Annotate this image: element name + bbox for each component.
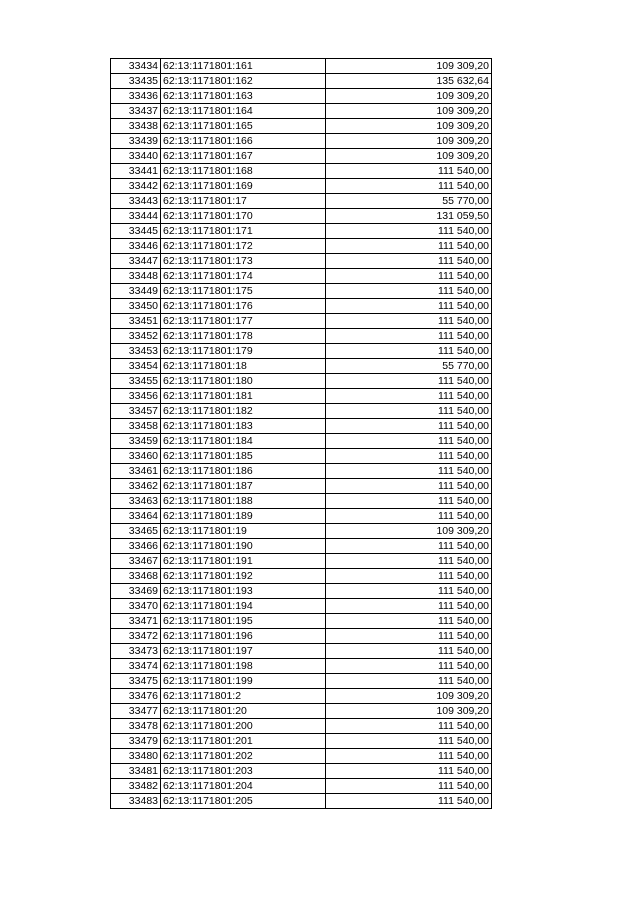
table-row [111,434,492,449]
value-cell: 111 540,00 [326,419,492,434]
row-number-cell: 33471 [111,614,161,629]
cadastral-number-cell: 62:13:1171801:18 [161,359,326,374]
value-cell: 111 540,00 [326,554,492,569]
value-cell: 111 540,00 [326,239,492,254]
row-number-cell: 33437 [111,104,161,119]
table-row [111,149,492,164]
value-cell: 109 309,20 [326,704,492,719]
cadastral-value-table [110,58,492,809]
cadastral-number-cell: 62:13:1171801:169 [161,179,326,194]
cadastral-number-cell: 62:13:1171801:193 [161,584,326,599]
table-row [111,779,492,794]
row-number-cell: 33446 [111,239,161,254]
table-row [111,284,492,299]
cadastral-number-cell: 62:13:1171801:201 [161,734,326,749]
value-cell: 111 540,00 [326,539,492,554]
table-row [111,569,492,584]
value-cell: 111 540,00 [326,764,492,779]
row-number-cell: 33460 [111,449,161,464]
row-number-cell: 33451 [111,314,161,329]
table-row [111,89,492,104]
cadastral-number-cell: 62:13:1171801:182 [161,404,326,419]
row-number-cell: 33481 [111,764,161,779]
value-cell: 55 770,00 [326,194,492,209]
value-cell: 111 540,00 [326,494,492,509]
cadastral-number-cell: 62:13:1171801:203 [161,764,326,779]
cadastral-number-cell: 62:13:1171801:164 [161,104,326,119]
cadastral-number-cell: 62:13:1171801:186 [161,464,326,479]
value-cell: 111 540,00 [326,734,492,749]
cadastral-number-cell: 62:13:1171801:197 [161,644,326,659]
row-number-cell: 33480 [111,749,161,764]
table-row [111,119,492,134]
value-cell: 111 540,00 [326,299,492,314]
row-number-cell: 33479 [111,734,161,749]
cadastral-number-cell: 62:13:1171801:177 [161,314,326,329]
value-cell: 109 309,20 [326,89,492,104]
table-row [111,269,492,284]
value-cell: 111 540,00 [326,329,492,344]
value-cell: 111 540,00 [326,599,492,614]
value-cell: 111 540,00 [326,434,492,449]
row-number-cell: 33455 [111,374,161,389]
cadastral-number-cell: 62:13:1171801:171 [161,224,326,239]
row-number-cell: 33472 [111,629,161,644]
cadastral-number-cell: 62:13:1171801:174 [161,269,326,284]
row-number-cell: 33448 [111,269,161,284]
cadastral-number-cell: 62:13:1171801:179 [161,344,326,359]
table-row [111,644,492,659]
cadastral-number-cell: 62:13:1171801:176 [161,299,326,314]
value-cell: 111 540,00 [326,179,492,194]
cadastral-number-cell: 62:13:1171801:188 [161,494,326,509]
cadastral-number-cell: 62:13:1171801:190 [161,539,326,554]
value-cell: 109 309,20 [326,119,492,134]
cadastral-number-cell: 62:13:1171801:175 [161,284,326,299]
table-row [111,464,492,479]
cadastral-number-cell: 62:13:1171801:165 [161,119,326,134]
row-number-cell: 33463 [111,494,161,509]
table-row [111,554,492,569]
cadastral-number-cell: 62:13:1171801:172 [161,239,326,254]
row-number-cell: 33453 [111,344,161,359]
table-row [111,254,492,269]
row-number-cell: 33470 [111,599,161,614]
value-cell: 131 059,50 [326,209,492,224]
table-row [111,239,492,254]
cadastral-number-cell: 62:13:1171801:161 [161,59,326,74]
row-number-cell: 33477 [111,704,161,719]
value-cell: 111 540,00 [326,749,492,764]
table-row [111,674,492,689]
cadastral-number-cell: 62:13:1171801:195 [161,614,326,629]
value-cell: 109 309,20 [326,59,492,74]
value-cell: 111 540,00 [326,779,492,794]
cadastral-number-cell: 62:13:1171801:202 [161,749,326,764]
row-number-cell: 33461 [111,464,161,479]
value-cell: 109 309,20 [326,149,492,164]
cadastral-number-cell: 62:13:1171801:187 [161,479,326,494]
value-cell: 111 540,00 [326,389,492,404]
row-number-cell: 33456 [111,389,161,404]
table-row [111,164,492,179]
table-row [111,629,492,644]
cadastral-number-cell: 62:13:1171801:173 [161,254,326,269]
cadastral-number-cell: 62:13:1171801:178 [161,329,326,344]
value-cell: 111 540,00 [326,284,492,299]
row-number-cell: 33459 [111,434,161,449]
cadastral-number-cell: 62:13:1171801:168 [161,164,326,179]
table-row [111,74,492,89]
row-number-cell: 33464 [111,509,161,524]
row-number-cell: 33483 [111,794,161,809]
cadastral-number-cell: 62:13:1171801:20 [161,704,326,719]
table-row [111,584,492,599]
table-row [111,524,492,539]
row-number-cell: 33482 [111,779,161,794]
table-row [111,599,492,614]
cadastral-number-cell: 62:13:1171801:166 [161,134,326,149]
cadastral-number-cell: 62:13:1171801:170 [161,209,326,224]
cadastral-number-cell: 62:13:1171801:181 [161,389,326,404]
row-number-cell: 33441 [111,164,161,179]
row-number-cell: 33438 [111,119,161,134]
table-row [111,179,492,194]
value-cell: 111 540,00 [326,464,492,479]
document-page [110,58,491,809]
value-cell: 111 540,00 [326,314,492,329]
cadastral-number-cell: 62:13:1171801:194 [161,599,326,614]
table-row [111,104,492,119]
cadastral-number-cell: 62:13:1171801:183 [161,419,326,434]
row-number-cell: 33443 [111,194,161,209]
value-cell: 109 309,20 [326,104,492,119]
cadastral-number-cell: 62:13:1171801:199 [161,674,326,689]
table-row [111,659,492,674]
value-cell: 55 770,00 [326,359,492,374]
value-cell: 109 309,20 [326,134,492,149]
cadastral-number-cell: 62:13:1171801:19 [161,524,326,539]
table-row [111,509,492,524]
value-cell: 111 540,00 [326,254,492,269]
value-cell: 135 632,64 [326,74,492,89]
table-row [111,794,492,809]
row-number-cell: 33445 [111,224,161,239]
table-row [111,344,492,359]
row-number-cell: 33434 [111,59,161,74]
row-number-cell: 33449 [111,284,161,299]
table-row [111,374,492,389]
table-row [111,404,492,419]
row-number-cell: 33469 [111,584,161,599]
cadastral-number-cell: 62:13:1171801:162 [161,74,326,89]
cadastral-number-cell: 62:13:1171801:2 [161,689,326,704]
value-cell: 109 309,20 [326,689,492,704]
row-number-cell: 33465 [111,524,161,539]
row-number-cell: 33474 [111,659,161,674]
cadastral-number-cell: 62:13:1171801:185 [161,449,326,464]
table-row [111,134,492,149]
table-row [111,749,492,764]
cadastral-number-cell: 62:13:1171801:205 [161,794,326,809]
value-cell: 111 540,00 [326,614,492,629]
table-row [111,539,492,554]
value-cell: 111 540,00 [326,344,492,359]
value-cell: 111 540,00 [326,164,492,179]
cadastral-number-cell: 62:13:1171801:204 [161,779,326,794]
row-number-cell: 33475 [111,674,161,689]
table-row [111,329,492,344]
table-row [111,209,492,224]
value-cell: 111 540,00 [326,569,492,584]
cadastral-number-cell: 62:13:1171801:163 [161,89,326,104]
cadastral-number-cell: 62:13:1171801:17 [161,194,326,209]
row-number-cell: 33454 [111,359,161,374]
row-number-cell: 33435 [111,74,161,89]
row-number-cell: 33450 [111,299,161,314]
value-cell: 111 540,00 [326,404,492,419]
table-row [111,314,492,329]
cadastral-number-cell: 62:13:1171801:196 [161,629,326,644]
value-cell: 111 540,00 [326,374,492,389]
row-number-cell: 33468 [111,569,161,584]
table-row [111,494,492,509]
row-number-cell: 33466 [111,539,161,554]
row-number-cell: 33478 [111,719,161,734]
row-number-cell: 33447 [111,254,161,269]
row-number-cell: 33467 [111,554,161,569]
table-row [111,194,492,209]
cadastral-number-cell: 62:13:1171801:192 [161,569,326,584]
value-cell: 111 540,00 [326,449,492,464]
table-row [111,224,492,239]
table-row [111,449,492,464]
table-row [111,734,492,749]
cadastral-number-cell: 62:13:1171801:184 [161,434,326,449]
value-cell: 111 540,00 [326,509,492,524]
row-number-cell: 33442 [111,179,161,194]
row-number-cell: 33452 [111,329,161,344]
cadastral-number-cell: 62:13:1171801:200 [161,719,326,734]
table-row [111,704,492,719]
value-cell: 111 540,00 [326,479,492,494]
table-row [111,614,492,629]
cadastral-number-cell: 62:13:1171801:180 [161,374,326,389]
value-cell: 111 540,00 [326,719,492,734]
table-row [111,389,492,404]
table-row [111,59,492,74]
value-cell: 111 540,00 [326,224,492,239]
row-number-cell: 33439 [111,134,161,149]
value-cell: 111 540,00 [326,659,492,674]
table-row [111,764,492,779]
row-number-cell: 33457 [111,404,161,419]
row-number-cell: 33476 [111,689,161,704]
row-number-cell: 33440 [111,149,161,164]
cadastral-number-cell: 62:13:1171801:198 [161,659,326,674]
row-number-cell: 33458 [111,419,161,434]
value-cell: 111 540,00 [326,794,492,809]
row-number-cell: 33462 [111,479,161,494]
row-number-cell: 33436 [111,89,161,104]
value-cell: 111 540,00 [326,629,492,644]
value-cell: 111 540,00 [326,584,492,599]
table-row [111,299,492,314]
value-cell: 111 540,00 [326,674,492,689]
row-number-cell: 33473 [111,644,161,659]
value-cell: 109 309,20 [326,524,492,539]
table-row [111,479,492,494]
table-row [111,419,492,434]
cadastral-number-cell: 62:13:1171801:167 [161,149,326,164]
row-number-cell: 33444 [111,209,161,224]
table-body [111,59,492,809]
cadastral-number-cell: 62:13:1171801:189 [161,509,326,524]
table-row [111,719,492,734]
table-row [111,689,492,704]
value-cell: 111 540,00 [326,644,492,659]
value-cell: 111 540,00 [326,269,492,284]
cadastral-number-cell: 62:13:1171801:191 [161,554,326,569]
table-row [111,359,492,374]
